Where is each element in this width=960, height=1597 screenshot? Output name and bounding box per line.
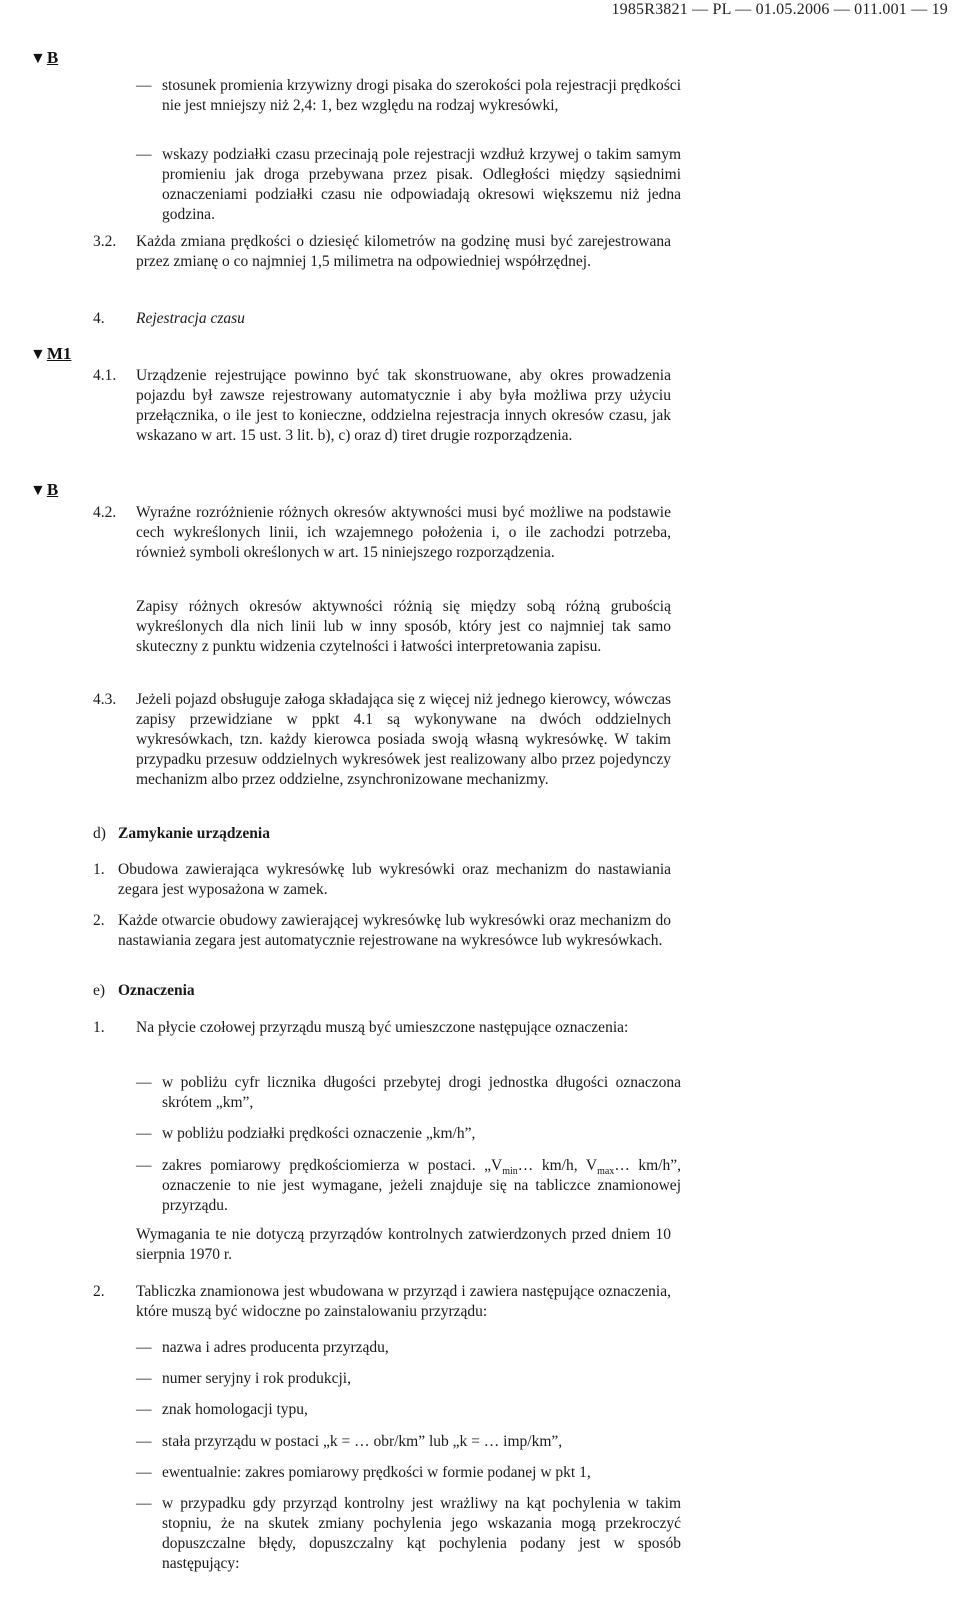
amendment-marker-b: ▼B (30, 480, 59, 499)
list-item: — w przypadku gdy przyrząd kontrolny jest wrażliwy na kąt pochylenia w takim stopniu, że na skutek zmiany pochylenia jego wskazania mogą przekroczyć dopuszczalne błędy, dopuszczalny kąt pochylenia podany jest w sposób następujący: (136, 1495, 681, 1572)
dash-bullet: — (136, 1339, 152, 1356)
dash-bullet: — (136, 1401, 152, 1418)
paragraph: Wymagania te nie dotyczą przyrządów kontrolnych zatwierdzonych przed dniem 10 sierpnia 1970 r. (136, 1226, 671, 1263)
item-number: 2. (93, 1283, 105, 1300)
list-item: — stała przyrządu w postaci „k = … obr/km” lub „k = … imp/km”, (136, 1433, 563, 1450)
section-letter: e) (93, 982, 106, 999)
paragraph: Jeżeli pojazd obsługuje załoga składająca się z więcej niż jednego kierowcy, wówczas zapisy przewidziane w ppkt 4.1 są wykonywane na dwóch oddzielnych wykresówkach, tzn. każdy kierowca posiada swoją własną wykresówkę. W takim przypadku przesuw oddzielnych wykresówek jest realizowany albo przez pojedynczy mechanizm albo przez oddzielne, zsynchronizowane mechanizmy. (136, 691, 671, 788)
list-item: — stosunek promienia krzywizny drogi pisaka do szerokości pola rejestracji prędkości nie jest mniejszy niż 2,4: 1, bez względu na rodzaj wykresówki, (136, 77, 681, 114)
section-number: 4.1. (93, 367, 117, 384)
amendment-marker-m1: ▼M1 (30, 344, 72, 363)
section-number: 4.2. (93, 504, 117, 521)
section-letter: d) (93, 825, 106, 842)
item-number: 2. (93, 912, 105, 929)
page-header: 1985R3821 — PL — 01.05.2006 — 011.001 — 19 (611, 1, 948, 18)
paragraph: Każda zmiana prędkości o dziesięć kilometrów na godzinę musi być zarejestrowana przez zmianę o co najmniej 1,5 milimetra na odpowiedniej współrzędnej. (136, 233, 671, 270)
paragraph: Urządzenie rejestrujące powinno być tak skonstruowane, aby okres prowadzenia pojazdu był zawsze rejestrowany automatycznie i aby była możliwa przy użyciu przełącznika, o ile jest to konieczne, oddzielna rejestracja innych okresów czasu, jak wskazano w art. 15 ust. 3 lit. b), c) oraz d) tiret drugie rozporządzenia. (136, 367, 671, 444)
dash-bullet: — (136, 146, 152, 163)
section-number: 4. (93, 310, 105, 327)
section-title: Rejestracja czasu (136, 310, 245, 327)
triangle-marker-icon: ▼ (30, 50, 46, 67)
list-item: — numer seryjny i rok produkcji, (136, 1370, 351, 1387)
dash-bullet: — (136, 1370, 152, 1387)
list-item: — nazwa i adres producenta przyrządu, (136, 1339, 389, 1356)
section-title: Oznaczenia (118, 982, 195, 999)
dash-bullet: — (136, 1125, 152, 1142)
dash-bullet: — (136, 77, 152, 94)
section-number: 4.3. (93, 691, 117, 708)
list-item: — w pobliżu podziałki prędkości oznaczenie „km/h”, (136, 1125, 476, 1142)
list-item: — wskazy podziałki czasu przecinają pole rejestracji wzdłuż krzywej o takim samym promieniu jak droga przebywana przez pisak. Odległości między sąsiednimi oznaczeniami podziałki czasu nie odpowiadają okresowi większemu niż jedna godzina. (136, 146, 681, 223)
section-number: 3.2. (93, 233, 117, 250)
amendment-marker-b: ▼B (30, 48, 59, 67)
paragraph: Tabliczka znamionowa jest wbudowana w przyrząd i zawiera następujące oznaczenia, które muszą być widoczne po zainstalowaniu przyrządu: (136, 1283, 671, 1320)
list-item: — zakres pomiarowy prędkościomierza w postaci. $„V_{min}\dots$ km/h, $V_{max}\dots$ km/h”, oznaczenie to nie jest wymagane, jeżeli znajduje się na tabliczce znamionowej przyrządu. (136, 1157, 681, 1214)
section-title: Zamykanie urządzenia (118, 825, 270, 842)
paragraph: Każde otwarcie obudowy zawierającej wykresówkę lub wykresówki oraz mechanizm do nastawiania zegara jest automatycznie rejestrowane na wykresówce lub wykresówkach. (118, 912, 671, 949)
paragraph: Obudowa zawierająca wykresówkę lub wykresówki oraz mechanizm do nastawiania zegara jest wyposażona w zamek. (118, 861, 671, 898)
list-item: — ewentualnie: zakres pomiarowy prędkości w formie podanej w pkt 1, (136, 1464, 591, 1481)
list-item: — znak homologacji typu, (136, 1401, 308, 1418)
triangle-marker-icon: ▼ (30, 482, 46, 499)
paragraph: Na płycie czołowej przyrządu muszą być umieszczone następujące oznaczenia: (136, 1019, 629, 1036)
triangle-marker-icon: ▼ (30, 346, 46, 363)
dash-bullet: — (136, 1074, 152, 1091)
item-number: 1. (93, 861, 105, 878)
paragraph: Zapisy różnych okresów aktywności różnią się między sobą różną grubością wykreślonych dla nich linii lub w inny sposób, który jest co najmniej tak samo skuteczny z punktu widzenia czytelności i łatwości interpretowania zapisu. (136, 598, 671, 655)
dash-bullet: — (136, 1464, 152, 1481)
dash-bullet: — (136, 1433, 152, 1450)
item-number: 1. (93, 1019, 105, 1036)
paragraph: Wyraźne rozróżnienie różnych okresów aktywności musi być możliwe na podstawie cech wykreślonych linii, ich wzajemnego położenia i, o ile zachodzi potrzeba, również symboli określonych w art. 15 niniejszego rozporządzenia. (136, 504, 671, 561)
dash-bullet: — (136, 1157, 152, 1174)
dash-bullet: — (136, 1495, 152, 1512)
list-item: — w pobliżu cyfr licznika długości przebytej drogi jednostka długości oznaczona skrótem „km”, (136, 1074, 681, 1111)
